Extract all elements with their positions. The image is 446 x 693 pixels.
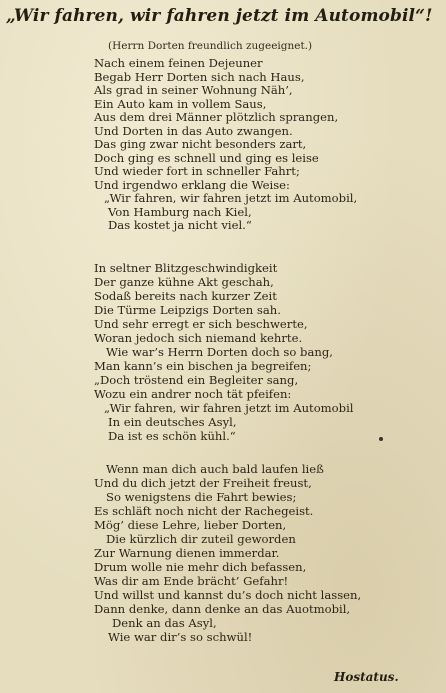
author-signature: Hostatus.	[334, 670, 399, 684]
dedication: (Herrn Dorten freundlich zugeeignet.)	[108, 40, 313, 52]
poem-line: Wenn man dich auch bald laufen ließ	[106, 462, 324, 476]
poem-line: Denk an das Asyl,	[112, 616, 217, 630]
poem-line: Die Türme Leipzigs Dorten sah.	[94, 303, 281, 317]
poem-line: Ein Auto kam in vollem Saus,	[94, 96, 267, 111]
poem-line: Dann denke, dann denke an das Auotmobil,	[94, 602, 351, 616]
poem-line: „Wir fahren, wir fahren jetzt im Automobil	[104, 401, 354, 415]
poem-line: Doch ging es schnell und ging es leise	[94, 150, 319, 165]
poem-line: Es schläft noch nicht der Rachegeist.	[94, 504, 314, 518]
poem-line: Drum wolle nie mehr dich befassen,	[94, 560, 307, 574]
ink-speck	[379, 437, 383, 441]
poem-line: Der ganze kühne Akt geschah,	[94, 275, 274, 289]
poem-line: Wie war’s Herrn Dorten doch so bang,	[106, 345, 333, 359]
poem-line: Und wieder fort in schneller Fahrt;	[94, 164, 300, 178]
poem-line: Sodaß bereits nach kurzer Zeit	[94, 289, 277, 303]
poem-line: Das kostet ja nicht viel.“	[108, 218, 252, 232]
poem-line: Begab Herr Dorten sich nach Haus,	[94, 69, 305, 84]
poem-line: Die kürzlich dir zuteil geworden	[106, 532, 296, 546]
poem-line: Von Hamburg nach Kiel,	[108, 204, 252, 219]
poem-line: Als grad in seiner Wohnung Näh’,	[94, 83, 293, 97]
poem-line: Mög’ diese Lehre, lieber Dorten,	[94, 518, 287, 532]
poem-line: In seltner Blitzgeschwindigkeit	[94, 261, 278, 275]
poem-line: Und irgendwo erklang die Weise:	[94, 177, 290, 192]
poem-line: Und du dich jetzt der Freiheit freust,	[94, 476, 312, 490]
poem-line: Wie war dir’s so schwül!	[108, 630, 253, 644]
poem-line: Das ging zwar nicht besonders zart,	[94, 137, 307, 151]
poem-line: So wenigstens die Fahrt bewies;	[106, 490, 297, 504]
poem-line: Wozu ein andrer noch tät pfeifen:	[94, 387, 292, 401]
poem-line: „Doch tröstend ein Begleiter sang,	[94, 373, 299, 387]
poem-line: Zur Warnung dienen immerdar.	[94, 546, 280, 560]
poem-line: In ein deutsches Asyl,	[108, 415, 237, 429]
poem-line: Und willst und kannst du’s doch nicht lassen,	[94, 588, 362, 602]
poem-line: Nach einem feinen Dejeuner	[94, 56, 263, 70]
poem-line: Aus dem drei Männer plötzlich sprangen,	[94, 110, 339, 124]
poem-line: Und sehr erregt er sich beschwerte,	[94, 317, 308, 331]
poem-line: Woran jedoch sich niemand kehrte.	[94, 331, 303, 345]
poem-line: Was dir am Ende brächt’ Gefahr!	[94, 574, 289, 588]
poem-line: Und Dorten in das Auto zwangen.	[94, 123, 293, 138]
poem-line: Man kann’s ein bischen ja begreifen;	[94, 359, 312, 373]
poem-line: „Wir fahren, wir fahren jetzt im Automobil,	[104, 191, 358, 205]
poem-title: „Wir fahren, wir fahren jetzt im Automobil“!	[6, 6, 433, 26]
poem-line: Da ist es schön kühl.“	[108, 429, 236, 443]
